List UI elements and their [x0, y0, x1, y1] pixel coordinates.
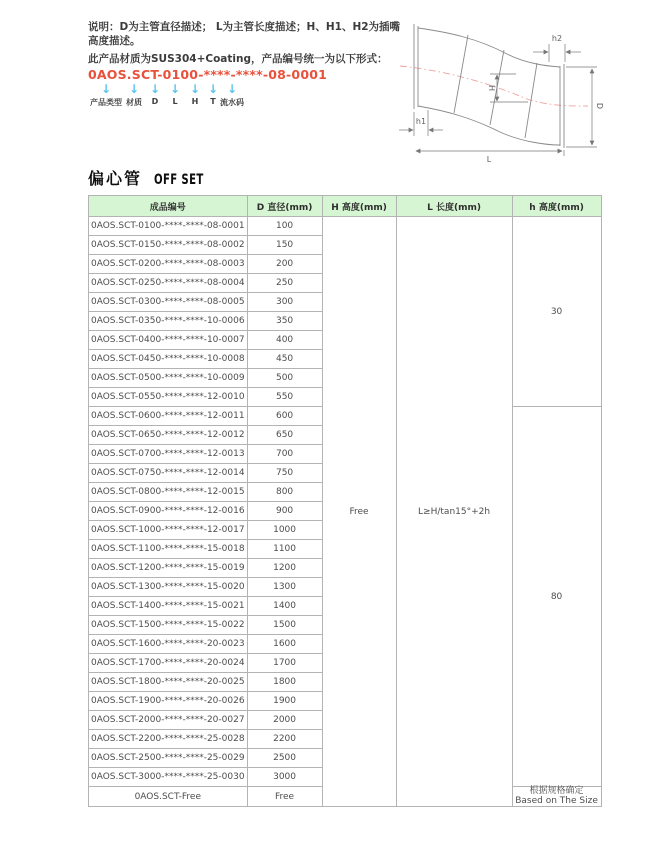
code-legend-label: H	[191, 97, 199, 106]
product-code-cell: 0AOS.SCT-1700-****-****-20-0024	[89, 654, 248, 673]
l-length-formula-cell: L≥H/tan15°+2h	[396, 217, 512, 807]
product-code-cell: 0AOS.SCT-0150-****-****-08-0002	[89, 236, 248, 255]
product-code-cell: 0AOS.SCT-0750-****-****-12-0014	[89, 464, 248, 483]
diameter-cell: Free	[247, 787, 322, 807]
diameter-cell: 200	[247, 255, 322, 274]
product-code-cell: 0AOS.SCT-0900-****-****-12-0016	[89, 502, 248, 521]
diameter-cell: 550	[247, 388, 322, 407]
section-title	[88, 166, 225, 189]
code-legend-item	[190, 84, 200, 106]
diameter-cell: 1300	[247, 578, 322, 597]
code-legend-item	[90, 84, 122, 108]
diameter-cell: 150	[247, 236, 322, 255]
h-height-merged-cell: Free	[322, 217, 396, 807]
diameter-cell: 450	[247, 350, 322, 369]
note-line-en: Based on The Size	[515, 795, 598, 806]
product-code-cell: 0AOS.SCT-0350-****-****-10-0006	[89, 312, 248, 331]
product-code-cell: 0AOS.SCT-0700-****-****-12-0013	[89, 445, 248, 464]
spec-table-header-cell: H 高度(mm)	[322, 196, 396, 217]
product-code-cell: 0AOS.SCT-2200-****-****-25-0028	[89, 730, 248, 749]
product-code-example: 0AOS.SCT-0100-****-****-08-0001	[88, 67, 328, 82]
code-legend-item	[170, 84, 180, 106]
description-notes	[88, 20, 410, 66]
product-code-cell: 0AOS.SCT-2000-****-****-20-0027	[89, 711, 248, 730]
product-code-cell: 0AOS.SCT-0250-****-****-08-0004	[89, 274, 248, 293]
product-code-cell: 0AOS.SCT-0600-****-****-12-0011	[89, 407, 248, 426]
product-code-cell: 0AOS.SCT-1900-****-****-20-0026	[89, 692, 248, 711]
product-code-cell: 0AOS.SCT-0500-****-****-10-0009	[89, 369, 248, 388]
diameter-cell: 1200	[247, 559, 322, 578]
product-code-cell: 0AOS.SCT-1100-****-****-15-0018	[89, 540, 248, 559]
spec-table-header-row	[89, 196, 602, 217]
code-legend-item	[150, 84, 160, 106]
code-legend-label: 流水码	[220, 98, 244, 107]
down-arrow-icon: ↓	[226, 82, 238, 96]
dim-label-L: L	[486, 155, 492, 164]
product-code-cell: 0AOS.SCT-1200-****-****-15-0019	[89, 559, 248, 578]
product-code-cell: 0AOS.SCT-Free	[89, 787, 248, 807]
code-legend-item	[220, 84, 244, 108]
product-code-cell: 0AOS.SCT-1600-****-****-20-0023	[89, 635, 248, 654]
diameter-cell: 600	[247, 407, 322, 426]
code-legend-label: 产品类型	[90, 98, 122, 107]
product-code-cell: 0AOS.SCT-2500-****-****-25-0029	[89, 749, 248, 768]
page-title-en: OFF SET	[154, 172, 204, 188]
code-legend-label: D	[151, 97, 159, 106]
dim-label-h2: h2	[551, 34, 563, 43]
down-arrow-icon: ↓	[169, 82, 181, 96]
h-height-note-cell	[512, 787, 601, 807]
diameter-cell: 1600	[247, 635, 322, 654]
note-line-2: 此产品材质为SUS304+Coating，产品编号统一为以下形式：	[88, 53, 388, 65]
product-code-cell: 0AOS.SCT-0300-****-****-08-0005	[89, 293, 248, 312]
spec-table-header-cell: h 高度(mm)	[512, 196, 601, 217]
dim-label-h1: h1	[415, 117, 427, 126]
diameter-cell: 1500	[247, 616, 322, 635]
code-legend-item	[208, 84, 218, 106]
down-arrow-icon: ↓	[128, 82, 140, 96]
product-code-cell: 0AOS.SCT-1800-****-****-20-0025	[89, 673, 248, 692]
diameter-cell: 1400	[247, 597, 322, 616]
product-code-cell: 0AOS.SCT-1000-****-****-12-0017	[89, 521, 248, 540]
diameter-cell: 2200	[247, 730, 322, 749]
diameter-cell: 1000	[247, 521, 322, 540]
product-code-cell: 0AOS.SCT-3000-****-****-25-0030	[89, 768, 248, 787]
code-legend-label: T	[210, 97, 216, 106]
product-code-cell: 0AOS.SCT-0800-****-****-12-0015	[89, 483, 248, 502]
down-arrow-icon: ↓	[149, 82, 161, 96]
product-code-cell: 0AOS.SCT-1400-****-****-15-0021	[89, 597, 248, 616]
diameter-cell: 1100	[247, 540, 322, 559]
product-code-cell: 0AOS.SCT-0650-****-****-12-0012	[89, 426, 248, 445]
spec-table-header-cell: 成品编号	[89, 196, 248, 217]
spec-table-header-cell: L 长度(mm)	[396, 196, 512, 217]
page-title-cn: 偏心管	[88, 169, 143, 188]
diameter-cell: 2000	[247, 711, 322, 730]
diameter-cell: 650	[247, 426, 322, 445]
h-small-height-group-cell: 30	[512, 217, 601, 407]
diameter-cell: 700	[247, 445, 322, 464]
note-line-1: 说明：D为主管直径描述； L为主管长度描述；H、H1、H2为插嘴高度描述。	[88, 21, 401, 47]
diameter-cell: 100	[247, 217, 322, 236]
product-code-cell: 0AOS.SCT-0100-****-****-08-0001	[89, 217, 248, 236]
down-arrow-icon: ↓	[100, 82, 112, 96]
diameter-cell: 750	[247, 464, 322, 483]
code-legend	[88, 84, 263, 116]
diameter-cell: 800	[247, 483, 322, 502]
dimension-lines	[399, 44, 597, 156]
product-code-cell: 0AOS.SCT-1300-****-****-15-0020	[89, 578, 248, 597]
diameter-cell: 900	[247, 502, 322, 521]
pipe-offset-diagram	[392, 6, 648, 166]
code-legend-label: 材质	[126, 98, 142, 107]
diameter-cell: 400	[247, 331, 322, 350]
product-code-cell: 0AOS.SCT-0400-****-****-10-0007	[89, 331, 248, 350]
note-line-cn: 根据规格确定	[529, 786, 584, 796]
code-legend-item	[126, 84, 142, 108]
h-small-height-group-cell: 80	[512, 407, 601, 787]
product-code-cell: 0AOS.SCT-1500-****-****-15-0022	[89, 616, 248, 635]
dim-label-D: D	[595, 102, 604, 110]
product-code-cell: 0AOS.SCT-0450-****-****-10-0008	[89, 350, 248, 369]
spec-table-header-cell: D 直径(mm)	[247, 196, 322, 217]
diameter-cell: 300	[247, 293, 322, 312]
diameter-cell: 1900	[247, 692, 322, 711]
down-arrow-icon: ↓	[189, 82, 201, 96]
down-arrow-icon: ↓	[207, 82, 219, 96]
diameter-cell: 1800	[247, 673, 322, 692]
table-row	[89, 217, 602, 236]
diameter-cell: 350	[247, 312, 322, 331]
product-code-cell: 0AOS.SCT-0200-****-****-08-0003	[89, 255, 248, 274]
diameter-cell: 2500	[247, 749, 322, 768]
product-code-cell: 0AOS.SCT-0550-****-****-12-0010	[89, 388, 248, 407]
diameter-cell: 500	[247, 369, 322, 388]
spec-table	[88, 195, 602, 807]
dim-label-H: H	[487, 84, 496, 92]
diameter-cell: 1700	[247, 654, 322, 673]
diameter-cell: 250	[247, 274, 322, 293]
diameter-cell: 3000	[247, 768, 322, 787]
code-legend-label: L	[172, 97, 178, 106]
